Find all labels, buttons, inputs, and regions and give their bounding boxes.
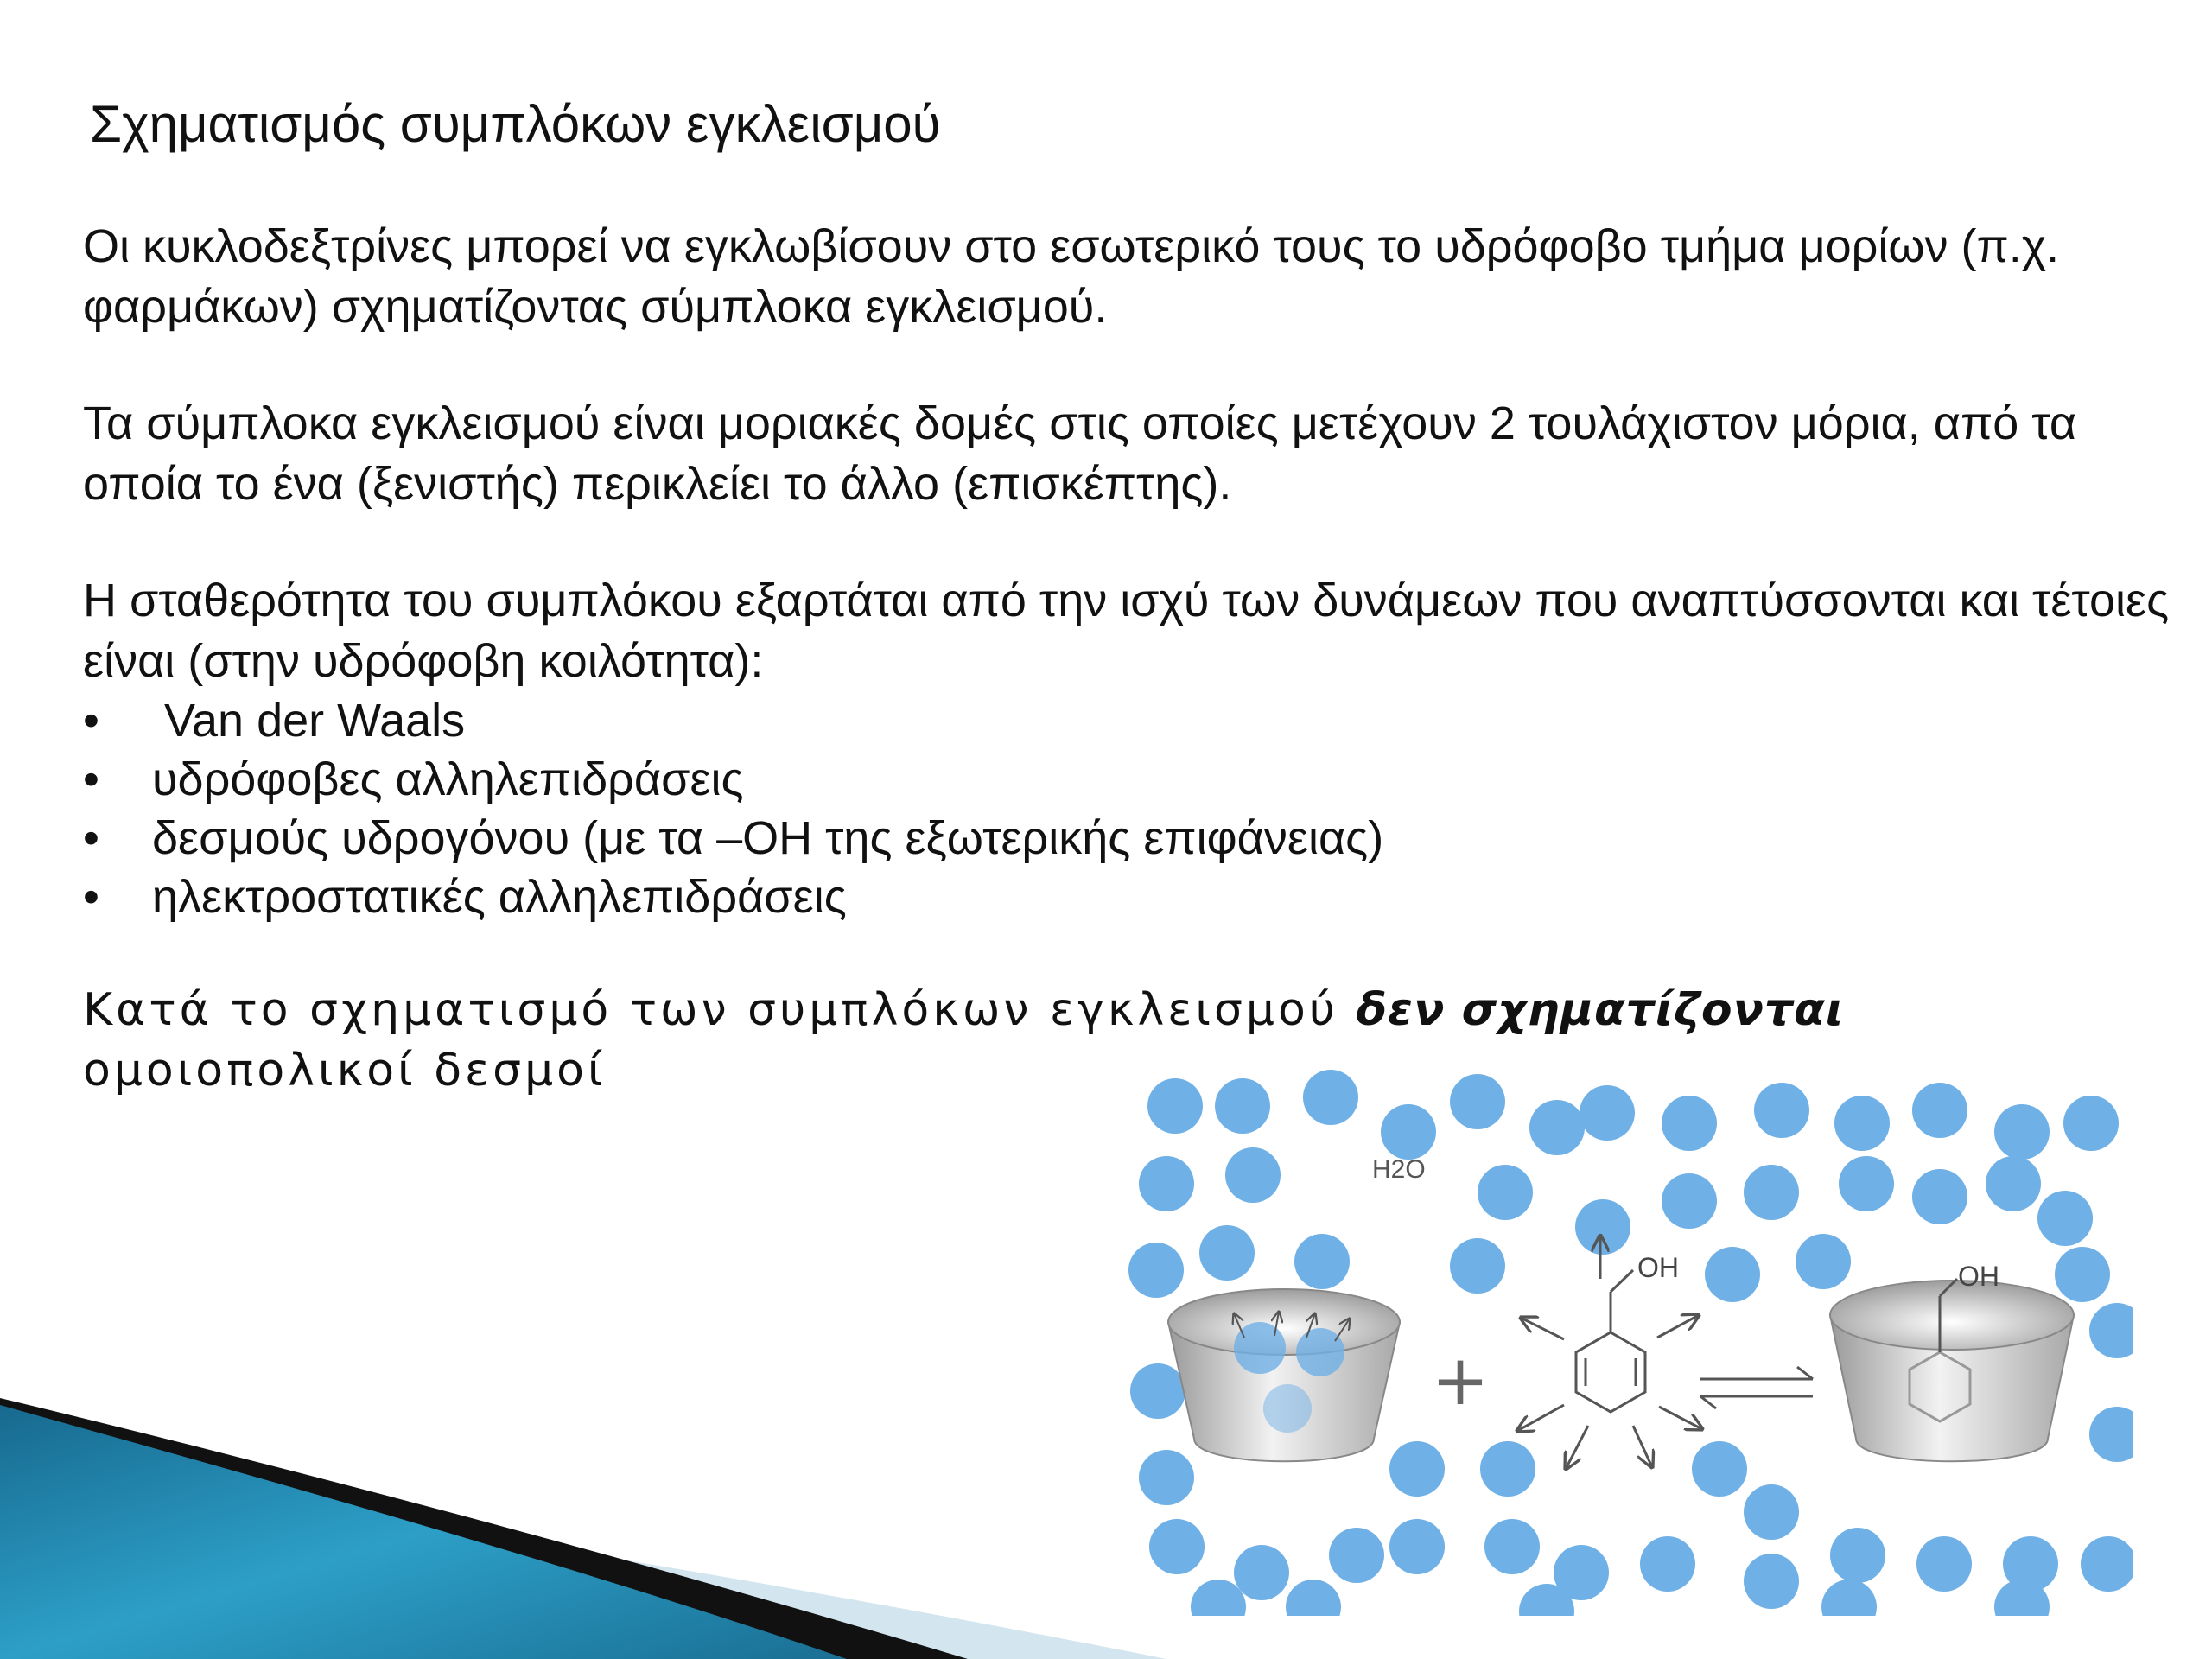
plus-sign: + — [1431, 1340, 1490, 1421]
list-item-text: δεσμούς υδρογόνου (με τα –ΟΗ της εξωτερικής επιφάνειας) — [152, 812, 1384, 864]
equilibrium-arrows-icon — [1700, 1367, 1813, 1408]
water-molecule — [1640, 1536, 1695, 1592]
forces-list — [83, 691, 1383, 926]
paragraph-inclusion-complexes: Τα σύμπλοκα εγκλεισμού είναι μοριακές δομές στις οποίες μετέχουν 2 τουλάχιστον μόρια, από τα οποία το ένα (ξενιστής) περικλείει το άλλο (επισκέπτης). — [83, 397, 2077, 510]
water-molecule — [2081, 1536, 2133, 1592]
water-molecule — [1986, 1156, 2041, 1211]
slide-title: Σχηματισμός συμπλόκων εγκλεισμού — [90, 95, 941, 153]
water-molecule — [1139, 1450, 1194, 1505]
empty-cyclodextrin-icon — [1168, 1289, 1400, 1461]
water-molecule — [2089, 1303, 2133, 1358]
list-item — [83, 750, 1383, 809]
water-molecule — [1147, 1078, 1203, 1134]
hydroxyl-label-guest: OH — [1637, 1252, 1679, 1283]
water-molecule — [1834, 1096, 1890, 1151]
water-molecule — [1754, 1083, 1809, 1138]
water-molecule — [1215, 1078, 1270, 1134]
bullet-marker: • — [83, 753, 99, 805]
water-molecule — [2055, 1247, 2110, 1302]
paragraph-stability: Η σταθερότητα του συμπλόκου εξαρτάται από την ισχύ των δυνάμεων που αναπτύσσονται και τέτοιες είναι (στην υδρόφοβη κοιλότητα): — [83, 575, 2170, 687]
water-molecule — [1529, 1100, 1585, 1155]
water-molecule — [2063, 1096, 2119, 1151]
water-molecule — [1478, 1165, 1533, 1220]
list-item — [83, 809, 1383, 868]
water-molecule — [1303, 1070, 1358, 1125]
water-molecule — [1389, 1519, 1445, 1574]
water-molecule — [1128, 1243, 1184, 1298]
water-molecule — [1450, 1074, 1505, 1129]
hydroxyl-label-complex: OH — [1958, 1261, 1999, 1292]
bullet-marker: • — [83, 871, 99, 923]
water-molecule — [1796, 1234, 1851, 1289]
water-molecule — [1286, 1580, 1341, 1616]
water-molecule — [1480, 1441, 1535, 1497]
water-molecule — [1662, 1096, 1717, 1151]
water-molecule — [1294, 1234, 1350, 1289]
water-molecule — [1130, 1363, 1185, 1419]
conclusion-emphasis: δεν σχηματίζονται — [1356, 984, 1845, 1036]
water-molecule — [1484, 1519, 1540, 1574]
water-molecule — [1329, 1528, 1384, 1583]
water-label: H2O — [1372, 1155, 1426, 1184]
water-molecule — [1662, 1173, 1717, 1229]
water-molecule — [1912, 1083, 1967, 1138]
water-molecule — [1916, 1536, 1972, 1592]
water-molecule — [2037, 1191, 2093, 1246]
bullet-marker: • — [83, 812, 99, 864]
paragraph-cyclodextrins: Οι κυκλοδεξτρίνες μπορεί να εγκλωβίσουν στο εσωτερικό τους το υδρόφοβο τμήμα μορίων (π.χ. φαρμάκων) σχηματίζοντας σύμπλοκα εγκλεισμού. — [83, 220, 2060, 333]
list-item-text: υδρόφοβες αλληλεπιδράσεις — [152, 753, 744, 805]
water-molecule — [1744, 1554, 1799, 1609]
water-molecule — [1994, 1104, 2050, 1160]
water-molecule — [1139, 1156, 1194, 1211]
list-item-text: Van der Waals — [164, 695, 466, 747]
inclusion-complex-icon — [1830, 1279, 2074, 1461]
water-molecule — [1744, 1165, 1799, 1220]
water-molecule — [1580, 1085, 1635, 1141]
water-molecule — [1692, 1441, 1747, 1497]
conclusion-start: Κατά το σχηματισμό των συμπλόκων εγκλεισμού — [83, 984, 1357, 1036]
list-item — [83, 868, 1383, 926]
water-molecule — [1821, 1580, 1877, 1616]
water-molecule — [1234, 1545, 1289, 1600]
water-molecule — [1381, 1104, 1436, 1160]
water-molecule — [1149, 1519, 1205, 1574]
water-molecule — [1389, 1441, 1445, 1497]
water-molecule — [1839, 1156, 1894, 1211]
water-molecule — [2089, 1407, 2133, 1462]
list-item — [83, 691, 1383, 750]
water-molecule — [1199, 1225, 1255, 1281]
inclusion-complex-figure — [1115, 1063, 2133, 1616]
list-item-text: ηλεκτροστατικές αλληλεπιδράσεις — [152, 871, 847, 923]
water-molecule — [1225, 1147, 1281, 1203]
water-molecule — [1744, 1484, 1799, 1540]
conclusion-end: ομοιοπολικοί δεσμοί — [83, 1045, 607, 1096]
water-molecule — [1450, 1238, 1505, 1294]
water-molecule — [1705, 1247, 1760, 1302]
bullet-marker: • — [83, 695, 99, 747]
water-molecule — [1830, 1528, 1885, 1583]
water-molecule — [1575, 1199, 1630, 1255]
water-molecule — [1912, 1169, 1967, 1224]
